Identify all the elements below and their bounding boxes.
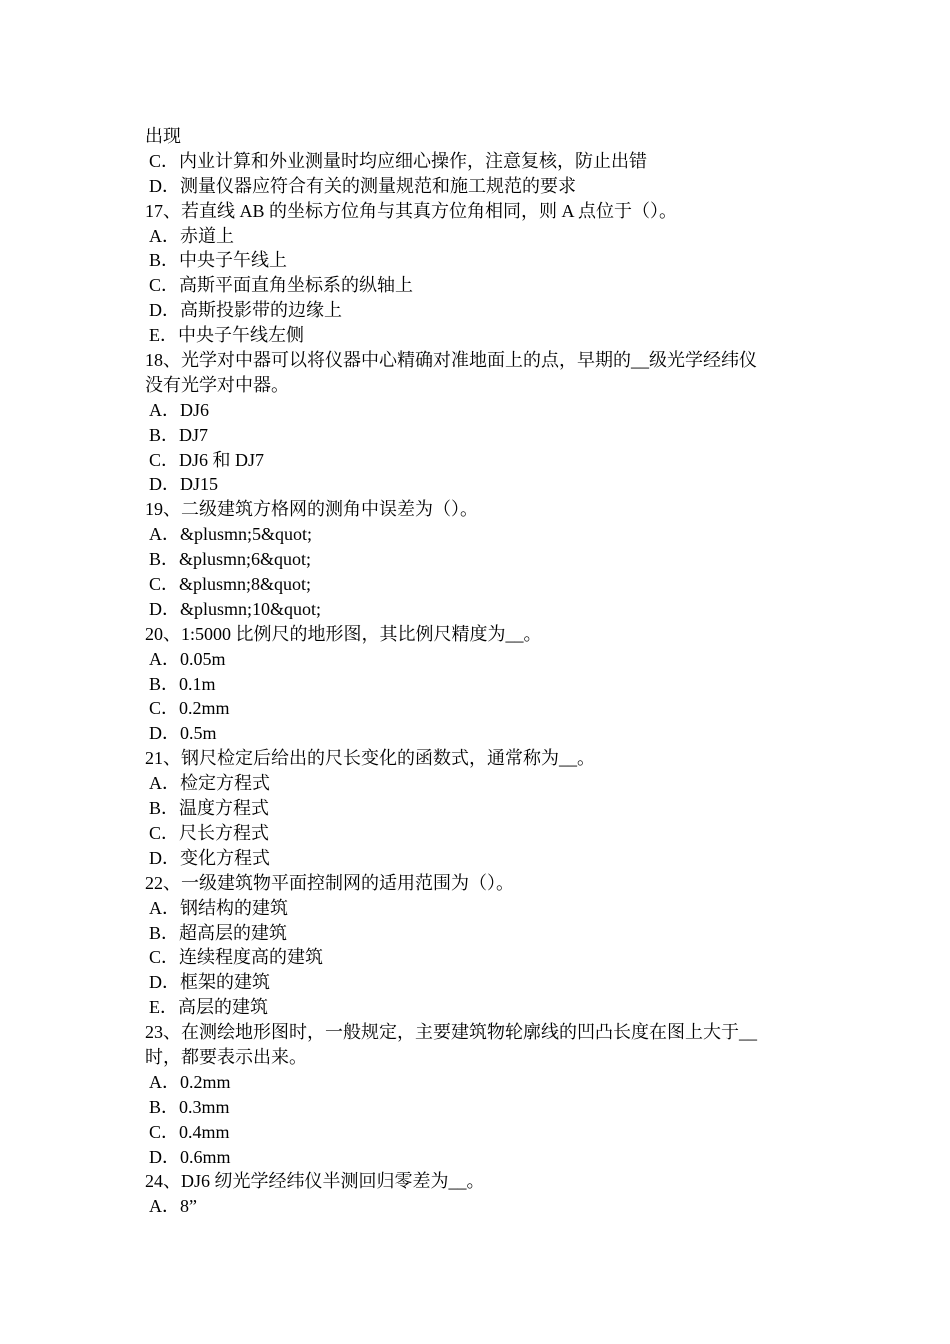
answer-option: A．&plusmn;5&quot; <box>149 524 313 545</box>
answer-option: A．0.05m <box>149 648 226 669</box>
answer-option: C．连续程度高的建筑 <box>149 947 324 968</box>
continuation-text: 出现 <box>145 126 181 146</box>
answer-option: E．中央子午线左侧 <box>149 325 304 346</box>
answer-option: D．框架的建筑 <box>149 972 270 993</box>
answer-option: C．尺长方程式 <box>149 822 270 843</box>
question-text: 18、光学对中器可以将仪器中心精确对准地面上的点，早期的__级光学经纬仪 <box>145 350 757 371</box>
answer-option: D．高斯投影带的边缘上 <box>149 300 342 321</box>
answer-option: C．0.2mm <box>149 698 230 719</box>
question-text: 24、DJ6 纫光学经纬仪半测回归零差为__。 <box>145 1171 485 1192</box>
answer-option: A．DJ6 <box>149 399 210 420</box>
answer-option: B．温度方程式 <box>149 798 270 819</box>
question-text: 19、二级建筑方格网的测角中误差为（）。 <box>145 499 478 520</box>
answer-option: C．DJ6 和 DJ7 <box>149 449 265 470</box>
question-text: 17、若直线 AB 的坐标方位角与其真方位角相同，则 A 点位于（）。 <box>145 200 678 221</box>
answer-option: B．&plusmn;6&quot; <box>149 549 312 570</box>
answer-option: C．高斯平面直角坐标系的纵轴上 <box>149 275 414 296</box>
continuation-text: 时，都要表示出来。 <box>145 1046 307 1067</box>
answer-option: D．变化方程式 <box>149 847 270 868</box>
answer-option: C．&plusmn;8&quot; <box>149 574 312 595</box>
question-text: 23、在测绘地形图时，一般规定，主要建筑物轮廓线的凹凸长度在图上大于__ <box>145 1022 757 1043</box>
answer-option: C．内业计算和外业测量时均应细心操作，注意复核，防止出错 <box>149 150 648 171</box>
answer-option: E．高层的建筑 <box>149 997 268 1018</box>
continuation-text: 没有光学对中器。 <box>145 374 289 395</box>
answer-option: A．赤道上 <box>149 225 234 246</box>
answer-option: A．0.2mm <box>149 1071 231 1092</box>
answer-option: B．DJ7 <box>149 424 209 445</box>
answer-option: D．&plusmn;10&quot; <box>149 598 322 619</box>
answer-option: B．中央子午线上 <box>149 250 288 271</box>
answer-option: A．钢结构的建筑 <box>149 897 288 918</box>
answer-option: B．超高层的建筑 <box>149 922 288 943</box>
answer-option: D．测量仪器应符合有关的测量规范和施工规范的要求 <box>149 175 576 196</box>
answer-option: B．0.1m <box>149 673 216 694</box>
question-text: 22、一级建筑物平面控制网的适用范围为（）。 <box>145 872 514 893</box>
answer-option: D．0.6mm <box>149 1146 231 1167</box>
answer-option: D．0.5m <box>149 723 217 744</box>
answer-option: D．DJ15 <box>149 474 219 495</box>
answer-option: B．0.3mm <box>149 1096 230 1117</box>
question-text: 20、1:5000 比例尺的地形图，其比例尺精度为__。 <box>145 623 542 644</box>
answer-option: A．检定方程式 <box>149 773 270 794</box>
answer-option: C．0.4mm <box>149 1121 230 1142</box>
question-text: 21、钢尺检定后给出的尺长变化的函数式，通常称为__。 <box>145 748 595 769</box>
question-list <box>145 124 815 1219</box>
answer-option: A．8” <box>149 1196 197 1217</box>
